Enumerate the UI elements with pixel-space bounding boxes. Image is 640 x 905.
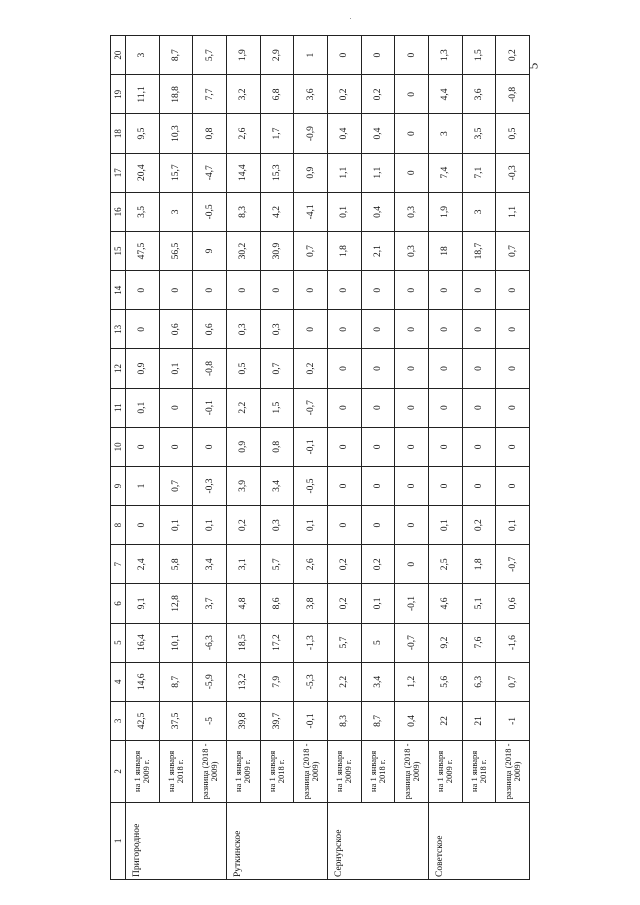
row-label: на 1 января 2018 г.: [260, 741, 294, 803]
value-cell: 0: [462, 310, 496, 349]
value-cell: 7,6: [462, 623, 496, 662]
value-cell: 0: [395, 349, 429, 388]
value-cell: 0,7: [159, 466, 193, 505]
value-cell: 12,8: [159, 584, 193, 623]
value-cell: 2,2: [327, 662, 361, 701]
value-cell: 8,3: [327, 701, 361, 740]
value-cell: 0: [428, 310, 462, 349]
value-cell: 22: [428, 701, 462, 740]
value-cell: 3,6: [462, 75, 496, 114]
value-cell: 0: [462, 349, 496, 388]
value-cell: 21: [462, 701, 496, 740]
value-cell: -4,1: [294, 192, 328, 231]
value-cell: 10,1: [159, 623, 193, 662]
value-cell: 3,4: [260, 466, 294, 505]
area-name: Советское: [428, 802, 529, 879]
value-cell: 0,2: [327, 75, 361, 114]
value-cell: 14,4: [226, 153, 260, 192]
value-cell: 0,1: [327, 192, 361, 231]
value-cell: 5,1: [462, 584, 496, 623]
value-cell: 0,1: [294, 506, 328, 545]
scan-speck: [350, 18, 351, 19]
value-cell: 0: [327, 466, 361, 505]
area-name: Сернурское: [327, 802, 428, 879]
value-cell: 42,5: [126, 701, 160, 740]
row-label: разница (2018 - 2009): [193, 741, 227, 803]
value-cell: -0,7: [294, 388, 328, 427]
value-cell: 0: [361, 310, 395, 349]
value-cell: 15,3: [260, 153, 294, 192]
value-cell: 0: [428, 349, 462, 388]
table-row: [361, 36, 395, 880]
value-cell: -0,1: [294, 701, 328, 740]
value-cell: 0,5: [226, 349, 260, 388]
value-cell: 6,3: [462, 662, 496, 701]
value-cell: 0: [395, 114, 429, 153]
value-cell: -0,1: [294, 427, 328, 466]
value-cell: 7,4: [428, 153, 462, 192]
value-cell: 20,4: [126, 153, 160, 192]
area-name: Руткинское: [226, 802, 327, 879]
area-name: Пригородное: [126, 802, 227, 879]
value-cell: 9,2: [428, 623, 462, 662]
row-label: разница (2018 - 2009): [496, 741, 530, 803]
value-cell: 8,7: [159, 36, 193, 75]
value-cell: 0,4: [361, 114, 395, 153]
header-cell-19: 19: [111, 75, 126, 114]
table-row: [462, 36, 496, 880]
value-cell: 0,2: [327, 545, 361, 584]
value-cell: 0: [428, 427, 462, 466]
value-cell: -0,1: [395, 584, 429, 623]
value-cell: 1,1: [327, 153, 361, 192]
header-cell-8: 8: [111, 506, 126, 545]
value-cell: 0,6: [496, 584, 530, 623]
value-cell: 5,6: [428, 662, 462, 701]
value-cell: 0: [462, 427, 496, 466]
value-cell: 3: [126, 36, 160, 75]
value-cell: 17,2: [260, 623, 294, 662]
value-cell: 3,9: [226, 466, 260, 505]
value-cell: 0: [496, 427, 530, 466]
value-cell: 0: [395, 310, 429, 349]
value-cell: -0,8: [496, 75, 530, 114]
value-cell: 0: [327, 310, 361, 349]
header-cell-13: 13: [111, 310, 126, 349]
value-cell: 1,8: [462, 545, 496, 584]
value-cell: 0: [126, 506, 160, 545]
value-cell: 0,3: [226, 310, 260, 349]
page-number: 5: [525, 62, 541, 70]
value-cell: 39,8: [226, 701, 260, 740]
value-cell: 0: [159, 388, 193, 427]
value-cell: -6,3: [193, 623, 227, 662]
value-cell: 0: [327, 506, 361, 545]
value-cell: 2,1: [361, 231, 395, 270]
value-cell: 0: [395, 153, 429, 192]
table-row: [294, 36, 328, 880]
value-cell: 0: [327, 388, 361, 427]
value-cell: 0: [395, 271, 429, 310]
value-cell: 4,2: [260, 192, 294, 231]
value-cell: 0,1: [428, 506, 462, 545]
value-cell: 4,6: [428, 584, 462, 623]
table-row: [496, 36, 530, 880]
value-cell: 14,6: [126, 662, 160, 701]
value-cell: 0: [294, 310, 328, 349]
value-cell: 0: [193, 427, 227, 466]
value-cell: 0: [462, 466, 496, 505]
value-cell: 6,8: [260, 75, 294, 114]
value-cell: 9,1: [126, 584, 160, 623]
value-cell: 3,1: [226, 545, 260, 584]
value-cell: 1: [294, 36, 328, 75]
header-cell-9: 9: [111, 466, 126, 505]
value-cell: -0,9: [294, 114, 328, 153]
value-cell: 0,3: [260, 310, 294, 349]
value-cell: 0: [327, 36, 361, 75]
value-cell: -5: [193, 701, 227, 740]
value-cell: 0: [462, 388, 496, 427]
value-cell: 2,2: [226, 388, 260, 427]
value-cell: 2,4: [126, 545, 160, 584]
value-cell: 1,3: [428, 36, 462, 75]
table-row: [226, 36, 260, 880]
value-cell: 56,5: [159, 231, 193, 270]
value-cell: 0: [126, 427, 160, 466]
value-cell: 5,7: [327, 623, 361, 662]
value-cell: 0: [428, 388, 462, 427]
value-cell: 1,2: [395, 662, 429, 701]
value-cell: 11,1: [126, 75, 160, 114]
value-cell: 0: [260, 271, 294, 310]
table-row: [395, 36, 429, 880]
value-cell: 7,1: [462, 153, 496, 192]
value-cell: 0,2: [462, 506, 496, 545]
value-cell: 3,6: [294, 75, 328, 114]
value-cell: 3,4: [361, 662, 395, 701]
value-cell: 0,9: [126, 349, 160, 388]
value-cell: 0,2: [327, 584, 361, 623]
value-cell: -0,1: [193, 388, 227, 427]
header-cell-3: 3: [111, 701, 126, 740]
row-label: на 1 января 2009 г.: [327, 741, 361, 803]
header-cell-14: 14: [111, 271, 126, 310]
value-cell: 39,7: [260, 701, 294, 740]
rotated-table-container: [110, 35, 530, 880]
value-cell: 0,9: [226, 427, 260, 466]
value-cell: 1,1: [496, 192, 530, 231]
header-row: [111, 36, 126, 880]
table-body: [126, 36, 530, 880]
value-cell: 0: [496, 466, 530, 505]
value-cell: -1,3: [294, 623, 328, 662]
header-cell-7: 7: [111, 545, 126, 584]
table-row: [193, 36, 227, 880]
header-cell-20: 20: [111, 36, 126, 75]
value-cell: 0,4: [361, 192, 395, 231]
row-label: разница (2018 - 2009): [395, 741, 429, 803]
header-cell-1: 1: [111, 802, 126, 879]
value-cell: 5,7: [193, 36, 227, 75]
value-cell: 2,5: [428, 545, 462, 584]
value-cell: 0,6: [159, 310, 193, 349]
value-cell: 0,7: [294, 231, 328, 270]
value-cell: 18,8: [159, 75, 193, 114]
value-cell: 0: [395, 545, 429, 584]
value-cell: 0: [361, 271, 395, 310]
value-cell: 0: [496, 349, 530, 388]
value-cell: -1: [496, 701, 530, 740]
value-cell: 3,4: [193, 545, 227, 584]
value-cell: 0,2: [226, 506, 260, 545]
value-cell: 0: [361, 36, 395, 75]
value-cell: 8,7: [159, 662, 193, 701]
header-cell-6: 6: [111, 584, 126, 623]
value-cell: 3,2: [226, 75, 260, 114]
row-label: на 1 января 2009 г.: [428, 741, 462, 803]
value-cell: 0,2: [361, 75, 395, 114]
table-row: [327, 36, 361, 880]
value-cell: -1,6: [496, 623, 530, 662]
value-cell: 0,1: [496, 506, 530, 545]
value-cell: 10,3: [159, 114, 193, 153]
row-label: на 1 января 2018 г.: [361, 741, 395, 803]
value-cell: 0: [395, 427, 429, 466]
value-cell: 30,2: [226, 231, 260, 270]
value-cell: 0,8: [193, 114, 227, 153]
value-cell: 0: [159, 271, 193, 310]
value-cell: 7,9: [260, 662, 294, 701]
value-cell: 47,5: [126, 231, 160, 270]
value-cell: 1,5: [260, 388, 294, 427]
value-cell: 0,3: [260, 506, 294, 545]
value-cell: 0,5: [496, 114, 530, 153]
value-cell: 0,3: [395, 231, 429, 270]
value-cell: 1,5: [462, 36, 496, 75]
header-cell-17: 17: [111, 153, 126, 192]
value-cell: 1,9: [428, 192, 462, 231]
header-cell-11: 11: [111, 388, 126, 427]
value-cell: 9,5: [126, 114, 160, 153]
value-cell: -0,3: [193, 466, 227, 505]
value-cell: 0,8: [260, 427, 294, 466]
value-cell: 0,7: [496, 662, 530, 701]
value-cell: 0,9: [294, 153, 328, 192]
value-cell: 0: [395, 75, 429, 114]
value-cell: 0: [294, 271, 328, 310]
value-cell: 0,1: [159, 349, 193, 388]
value-cell: -5,9: [193, 662, 227, 701]
header-cell-16: 16: [111, 192, 126, 231]
value-cell: -0,5: [193, 192, 227, 231]
value-cell: 5: [361, 623, 395, 662]
value-cell: 0: [327, 427, 361, 466]
value-cell: 0: [126, 271, 160, 310]
value-cell: -0,3: [496, 153, 530, 192]
row-label: на 1 января 2018 г.: [462, 741, 496, 803]
value-cell: 0: [496, 310, 530, 349]
value-cell: 0: [193, 271, 227, 310]
header-cell-4: 4: [111, 662, 126, 701]
value-cell: 5,8: [159, 545, 193, 584]
value-cell: -0,5: [294, 466, 328, 505]
value-cell: 0: [428, 466, 462, 505]
value-cell: 0,1: [361, 584, 395, 623]
value-cell: 8,7: [361, 701, 395, 740]
value-cell: 0,2: [294, 349, 328, 388]
table-row: [126, 36, 160, 880]
header-cell-5: 5: [111, 623, 126, 662]
value-cell: 8,3: [226, 192, 260, 231]
value-cell: 0: [395, 506, 429, 545]
value-cell: 1,9: [226, 36, 260, 75]
value-cell: 37,5: [159, 701, 193, 740]
value-cell: 0: [395, 388, 429, 427]
value-cell: 9: [193, 231, 227, 270]
table-row: [428, 36, 462, 880]
header-cell-12: 12: [111, 349, 126, 388]
value-cell: 2,6: [294, 545, 328, 584]
value-cell: 8,6: [260, 584, 294, 623]
value-cell: 0: [428, 271, 462, 310]
value-cell: 0: [126, 310, 160, 349]
value-cell: 0: [159, 427, 193, 466]
value-cell: 30,9: [260, 231, 294, 270]
value-cell: 0: [496, 271, 530, 310]
data-table: [110, 35, 530, 880]
value-cell: 0: [361, 466, 395, 505]
value-cell: 18,7: [462, 231, 496, 270]
header-cell-18: 18: [111, 114, 126, 153]
value-cell: 0,1: [159, 506, 193, 545]
header-cell-15: 15: [111, 231, 126, 270]
value-cell: 3: [462, 192, 496, 231]
value-cell: 0,2: [361, 545, 395, 584]
header-cell-10: 10: [111, 427, 126, 466]
value-cell: 1,1: [361, 153, 395, 192]
value-cell: 18: [428, 231, 462, 270]
value-cell: 0,3: [395, 192, 429, 231]
value-cell: 0: [361, 427, 395, 466]
value-cell: 0: [395, 466, 429, 505]
value-cell: -0,8: [193, 349, 227, 388]
value-cell: 0: [361, 388, 395, 427]
value-cell: 0,1: [193, 506, 227, 545]
row-label: на 1 января 2018 г.: [159, 741, 193, 803]
value-cell: 0,7: [260, 349, 294, 388]
value-cell: 3: [428, 114, 462, 153]
value-cell: 16,4: [126, 623, 160, 662]
value-cell: 0,2: [496, 36, 530, 75]
value-cell: -4,7: [193, 153, 227, 192]
value-cell: 7,7: [193, 75, 227, 114]
value-cell: 3: [159, 192, 193, 231]
header-cell-2: 2: [111, 741, 126, 803]
value-cell: -0,7: [496, 545, 530, 584]
value-cell: 2,6: [226, 114, 260, 153]
value-cell: 4,4: [428, 75, 462, 114]
value-cell: 0: [226, 271, 260, 310]
value-cell: 0: [327, 349, 361, 388]
value-cell: 0: [395, 36, 429, 75]
value-cell: 15,7: [159, 153, 193, 192]
value-cell: 0: [361, 349, 395, 388]
value-cell: 18,5: [226, 623, 260, 662]
value-cell: 1,8: [327, 231, 361, 270]
value-cell: 3,5: [462, 114, 496, 153]
value-cell: 2,9: [260, 36, 294, 75]
value-cell: 3,7: [193, 584, 227, 623]
value-cell: 0: [361, 506, 395, 545]
value-cell: -0,7: [395, 623, 429, 662]
value-cell: 5,7: [260, 545, 294, 584]
value-cell: 0,4: [327, 114, 361, 153]
value-cell: 4,8: [226, 584, 260, 623]
table-row: [260, 36, 294, 880]
value-cell: 0: [496, 388, 530, 427]
value-cell: 0,6: [193, 310, 227, 349]
row-label: разница (2018 - 2009): [294, 741, 328, 803]
value-cell: 3,5: [126, 192, 160, 231]
value-cell: 0: [462, 271, 496, 310]
row-label: на 1 января 2009 г.: [226, 741, 260, 803]
value-cell: 3,8: [294, 584, 328, 623]
value-cell: 13,2: [226, 662, 260, 701]
value-cell: 0: [327, 271, 361, 310]
table-row: [159, 36, 193, 880]
value-cell: 1: [126, 466, 160, 505]
value-cell: 0,1: [126, 388, 160, 427]
value-cell: 0,7: [496, 231, 530, 270]
value-cell: 0,4: [395, 701, 429, 740]
row-label: на 1 января 2009 г.: [126, 741, 160, 803]
value-cell: 1,7: [260, 114, 294, 153]
value-cell: -5,3: [294, 662, 328, 701]
